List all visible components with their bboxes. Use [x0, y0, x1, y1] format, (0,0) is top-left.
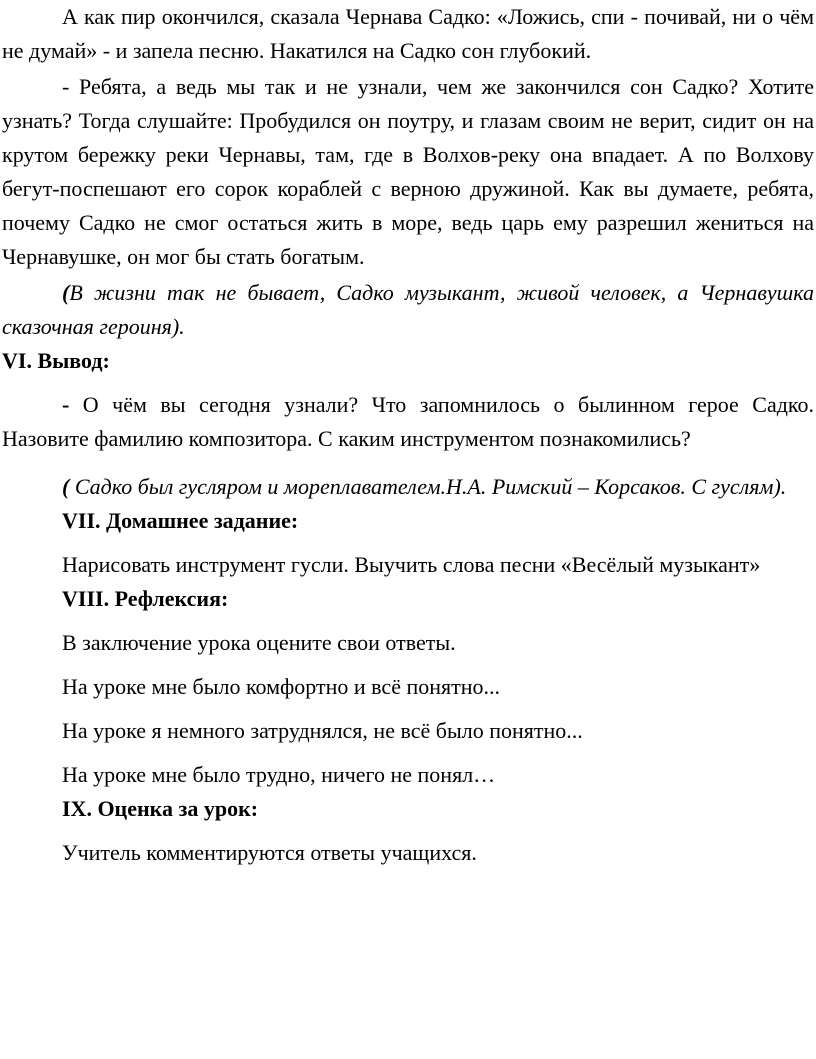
paragraph-answer-1	[2, 276, 814, 344]
answer-2-text: Садко был гусляром и мореплавателем.Н.А. Римский – Корсаков. С гуслям).	[69, 474, 787, 499]
reflection-option-hard: На уроке мне было трудно, ничего не понял…	[62, 762, 496, 787]
answer-1-text: В жизни так не бывает, Садко музыкант, живой человек, а Чернавушка сказочная героиня).	[2, 280, 814, 339]
paragraph-answer-2	[2, 470, 814, 504]
open-paren: (	[62, 280, 70, 305]
heading-reflection: VIII. Рефлексия:	[62, 586, 229, 611]
paragraph-teacher-comment: Учитель комментируются ответы учащихся.	[62, 840, 477, 865]
paragraph-questions	[2, 388, 814, 456]
heading-homework: VII. Домашнее задание:	[62, 508, 299, 533]
paragraph-sadko-sleep: А как пир окончился, сказала Чернава Садко: «Ложись, спи - почивай, ни о чём не думай» - и запела песню. Накатился на Садко сон глубокий.	[2, 4, 814, 63]
open-paren: (	[62, 474, 70, 499]
reflection-option-comfortable: На уроке мне было комфортно и всё понятно...	[62, 674, 501, 699]
paragraph-homework: Нарисовать инструмент гусли. Выучить слова песни «Весёлый музыкант»	[62, 552, 761, 577]
reflection-option-difficult-some: На уроке я немного затруднялся, не всё было понятно...	[62, 718, 583, 743]
heading-conclusion: VI. Вывод:	[2, 348, 110, 373]
paragraph-reflection-intro: В заключение урока оцените свои ответы.	[62, 630, 456, 655]
paragraph-story-end: - Ребята, а ведь мы так и не узнали, чем же закончился сон Садко? Хотите узнать? Тогда слушайте: Пробудился он поутру, и глазам своим не верит, сидит он на крутом бережку реки Чернавы, там, где в Волхов-реку она впадает. А по Волхову бегут-поспешают его сорок кораблей с верною дружиной. Как вы думаете, ребята, почему Садко не смог остаться жить в море, ведь царь ему разрешил жениться на Чернавушке, он мог бы стать богатым.	[2, 74, 814, 269]
heading-lesson-grade: IX. Оценка за урок:	[62, 796, 259, 821]
questions-text: О чём вы сегодня узнали? Что запомнилось о былинном герое Садко. Назовите фамилию композитора. С каким инструментом познакомились?	[2, 392, 814, 451]
dash-marker: -	[62, 392, 70, 417]
